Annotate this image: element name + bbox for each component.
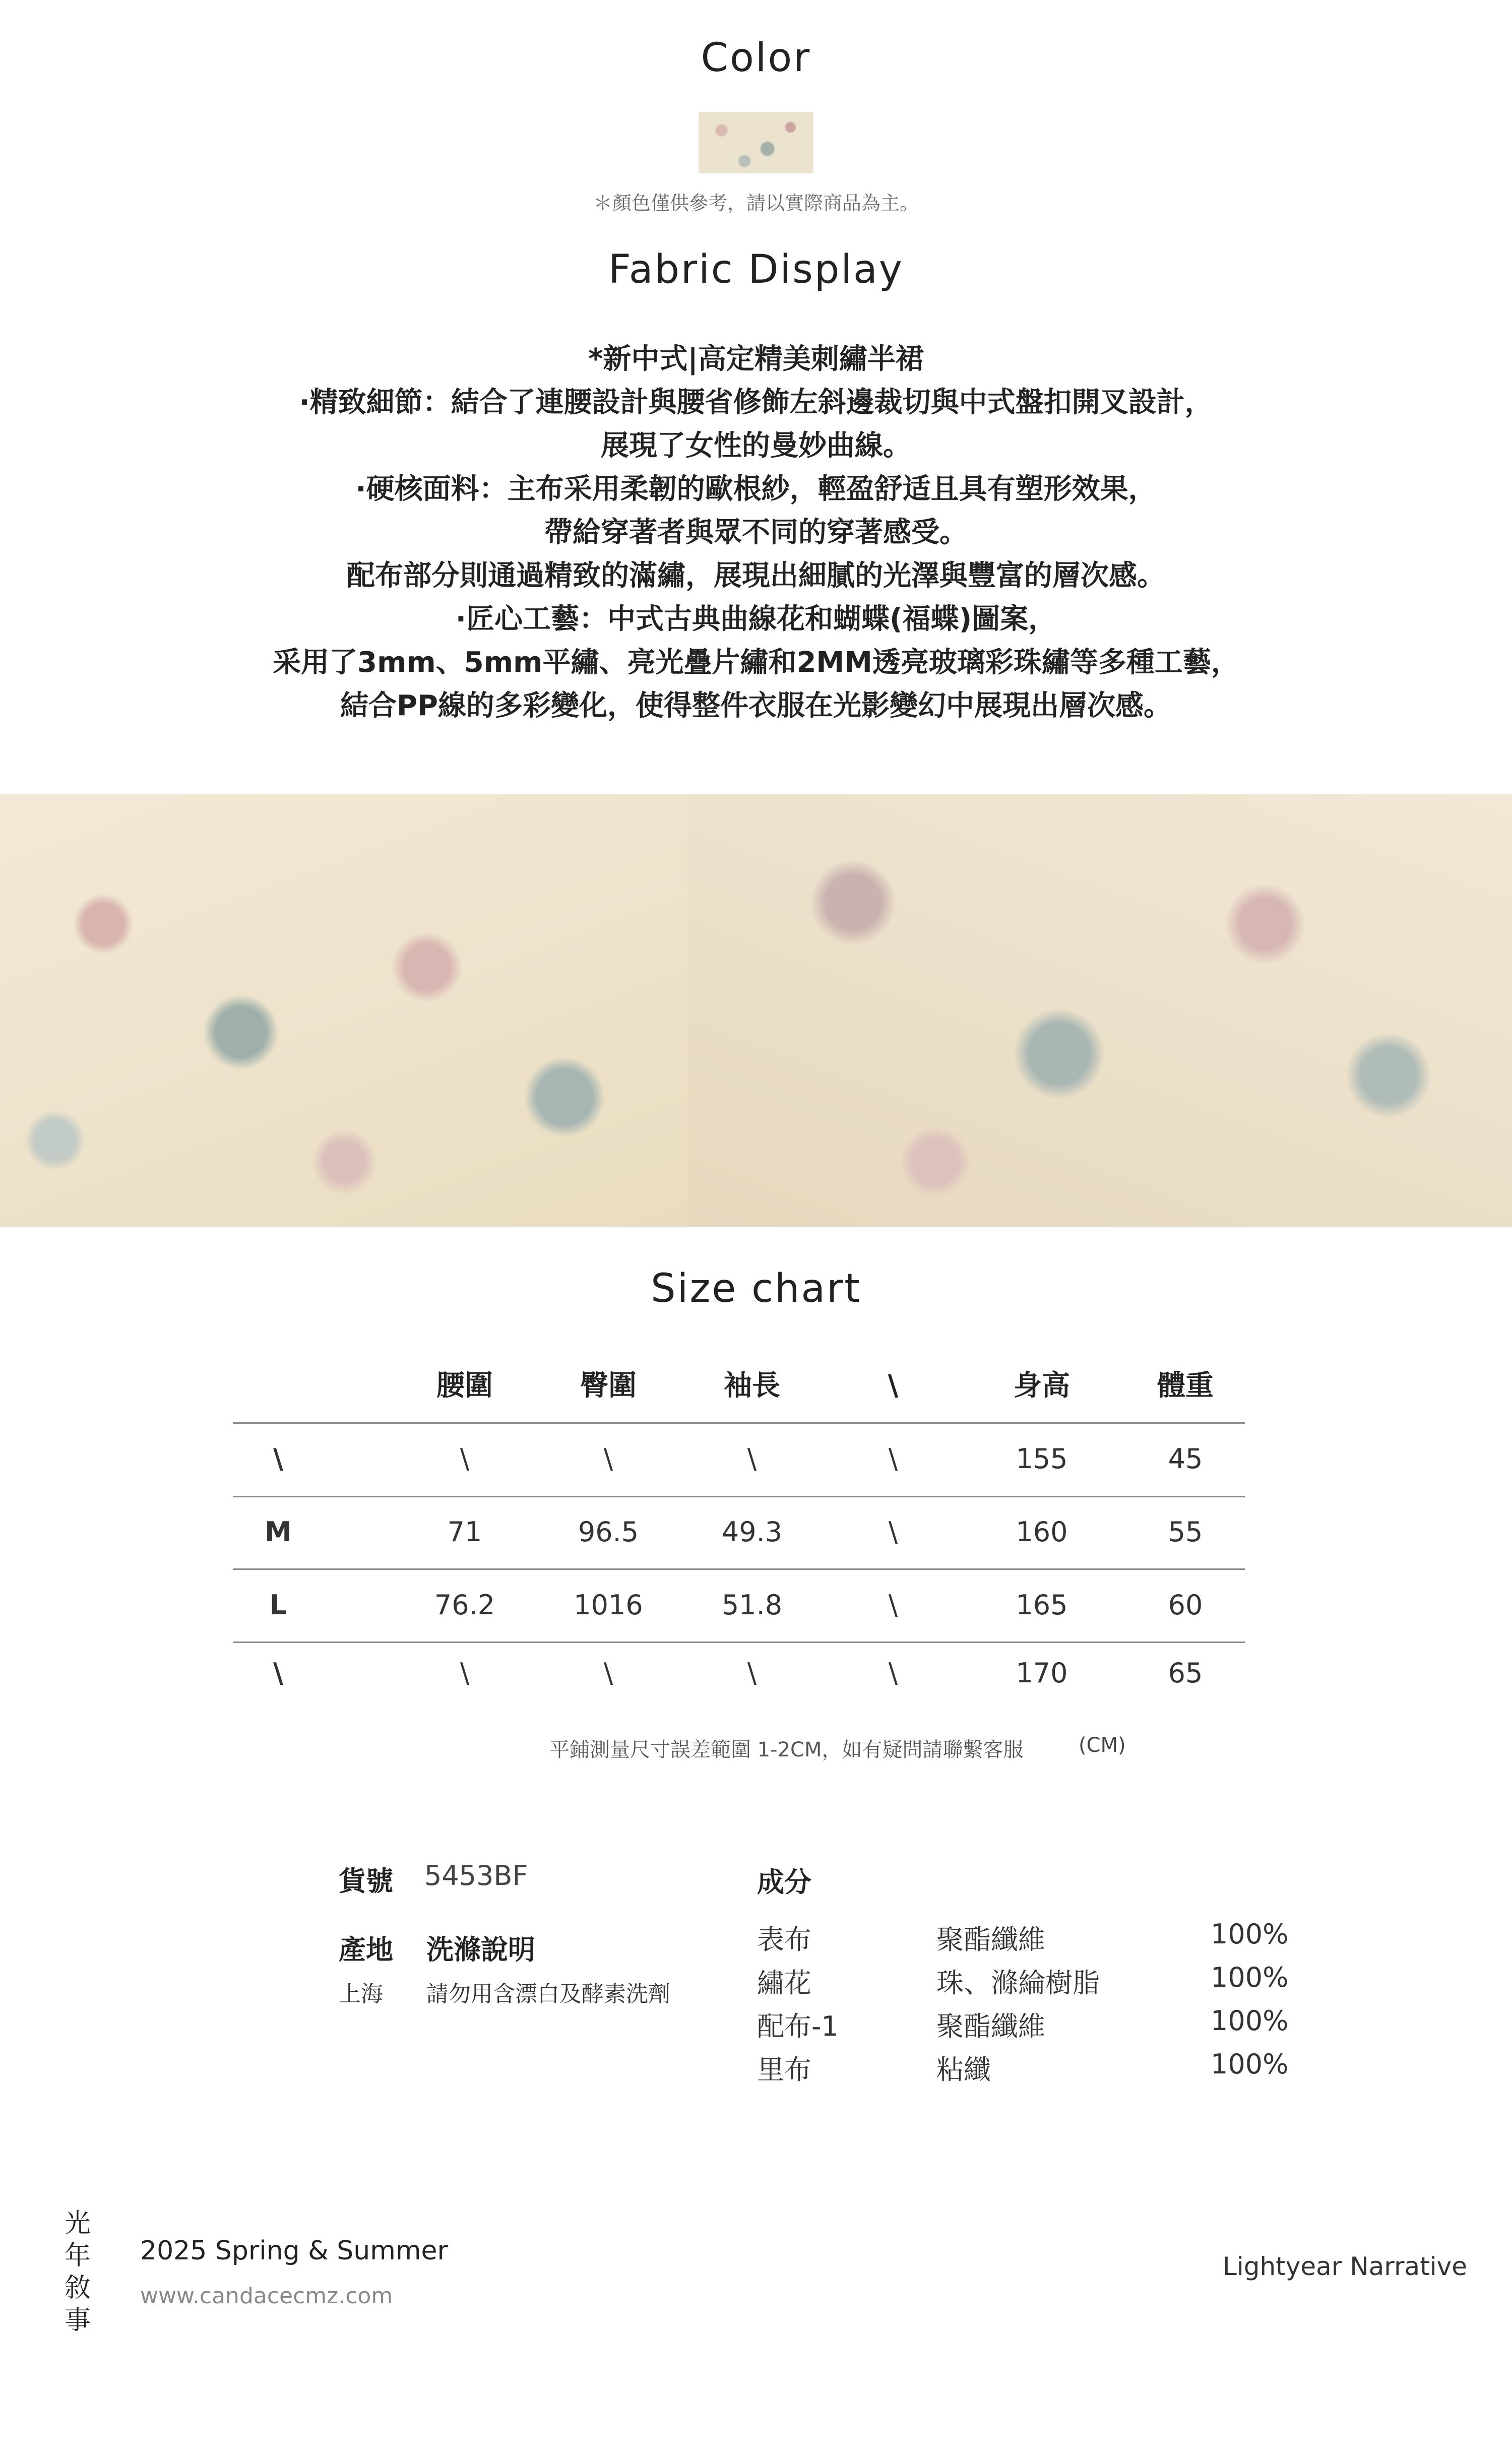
composition-material: 聚酯纖維: [936, 2010, 1045, 2042]
table-cell: 165: [1016, 1589, 1068, 1621]
table-cell: \: [888, 1657, 898, 1689]
table-cell: \: [747, 1443, 757, 1475]
fabric-description: [0, 338, 1512, 728]
table-cell: \: [603, 1443, 613, 1475]
table-cell: 76.2: [434, 1589, 495, 1621]
description-line: ·硬核面料：主布采用柔韌的歐根紗，輕盈舒适且具有塑形效果，: [355, 473, 1157, 506]
item-no-value: 5453BF: [424, 1860, 528, 1891]
fabric-detail-photo-skirt: [0, 794, 688, 1227]
header-cell: [233, 1351, 324, 1421]
table-row: [233, 1638, 1245, 1709]
header-height: 身高: [1014, 1369, 1070, 1402]
size-unit: (CM): [1079, 1734, 1126, 1757]
table-cell: 45: [1168, 1443, 1203, 1475]
composition-part: 里布: [757, 2054, 811, 2086]
table-cell: 155: [1016, 1443, 1068, 1475]
table-header-row: [233, 1351, 1245, 1421]
composition-percent: 100%: [1211, 1962, 1289, 1993]
brand-char: 敘: [64, 2273, 91, 2303]
origin-value: 上海: [339, 1981, 383, 2007]
brand-char: 年: [64, 2241, 91, 2271]
composition-label: 成分: [757, 1866, 811, 1898]
table-cell: \: [888, 1516, 898, 1548]
table-cell: 160: [1016, 1516, 1068, 1548]
table-cell: 55: [1168, 1516, 1203, 1548]
description-line: 展現了女性的曼妙曲線。: [601, 429, 911, 462]
description-line: ·精致細節：結合了連腰設計與腰省修飾左斜邊裁切與中式盤扣開叉設計，: [299, 386, 1213, 419]
item-no-label: 貨號: [339, 1865, 393, 1897]
brand-char: 光: [64, 2209, 91, 2239]
table-row: [233, 1570, 1245, 1641]
brand-vertical: [62, 2207, 93, 2337]
description-line: 結合PP線的多彩變化，使得整件衣服在光影變幻中展現出層次感。: [340, 689, 1172, 722]
table-cell: 1016: [574, 1589, 643, 1621]
color-note: ＊顏色僅供參考，請以實際商品為主。: [593, 192, 919, 214]
table-cell: \: [460, 1443, 470, 1475]
brand-char: 事: [64, 2305, 91, 2336]
description-line: ·匠心工藝：中式古典曲線花和蝴蝶(福蝶)圖案，: [455, 603, 1057, 636]
origin-label: 產地: [339, 1934, 393, 1966]
composition-material: 珠、滌綸樹脂: [936, 1967, 1100, 1999]
composition-percent: 100%: [1211, 1918, 1289, 1950]
size-cell: M: [265, 1516, 292, 1548]
table-cell: 51.8: [721, 1589, 783, 1621]
header-waist: 腰圍: [436, 1369, 493, 1402]
description-line: 采用了3mm、5mm平繡、亮光疊片繡和2MM透亮玻璃彩珠繡等多種工藝，: [273, 646, 1239, 679]
table-cell: \: [603, 1657, 613, 1689]
composition-part: 繡花: [757, 1967, 811, 1999]
description-line: 帶給穿著者與眾不同的穿著感受。: [544, 516, 968, 549]
table-row: [233, 1424, 1245, 1494]
composition-material: 粘纖: [936, 2054, 991, 2086]
table-cell: 170: [1016, 1657, 1068, 1689]
table-cell: \: [460, 1657, 470, 1689]
composition-part: 表布: [757, 1924, 811, 1956]
header-sleeve: 袖長: [724, 1369, 780, 1402]
composition-part: 配布-1: [757, 2010, 839, 2042]
table-cell: 49.3: [721, 1516, 783, 1548]
table-cell: \: [747, 1657, 757, 1689]
size-chart-note: 平鋪測量尺寸誤差範圍 1-2CM，如有疑問請聯繫客服: [549, 1738, 1024, 1761]
fabric-detail-photo-frog-button: [688, 794, 1512, 1227]
brand-english-name: Lightyear Narrative: [1223, 2252, 1467, 2281]
description-line: 配布部分則通過精致的滿繡，展現出細膩的光澤與豐富的層次感。: [347, 559, 1165, 592]
composition-percent: 100%: [1211, 2005, 1289, 2037]
care-value: 請勿用含漂白及酵素洗劑: [426, 1981, 670, 2007]
table-cell: \: [888, 1443, 898, 1475]
table-cell: 65: [1168, 1657, 1203, 1689]
size-cell: L: [269, 1589, 287, 1621]
table-cell: 71: [447, 1516, 482, 1548]
size-chart-title: Size chart: [651, 1266, 861, 1311]
table-row: [233, 1497, 1245, 1567]
header-weight: 體重: [1157, 1369, 1214, 1402]
table-cell: 96.5: [578, 1516, 639, 1548]
table-cell: 60: [1168, 1589, 1203, 1621]
composition-material: 聚酯纖維: [936, 1924, 1045, 1956]
fabric-color-swatch[interactable]: [699, 112, 813, 173]
description-line: *新中式|高定精美刺繡半裙: [588, 343, 924, 375]
season-label: 2025 Spring & Summer: [140, 2236, 448, 2266]
website-link[interactable]: www.candacecmz.com: [140, 2283, 393, 2309]
size-cell: \: [273, 1443, 283, 1475]
fabric-display-title: Fabric Display: [608, 247, 904, 292]
color-title: Color: [701, 35, 811, 81]
composition-percent: 100%: [1211, 2048, 1289, 2080]
size-cell: \: [273, 1657, 283, 1689]
header-hip: 臀圍: [580, 1369, 637, 1402]
table-cell: \: [888, 1589, 898, 1621]
header-cell: \: [888, 1369, 899, 1402]
care-label: 洗滌說明: [426, 1934, 535, 1966]
